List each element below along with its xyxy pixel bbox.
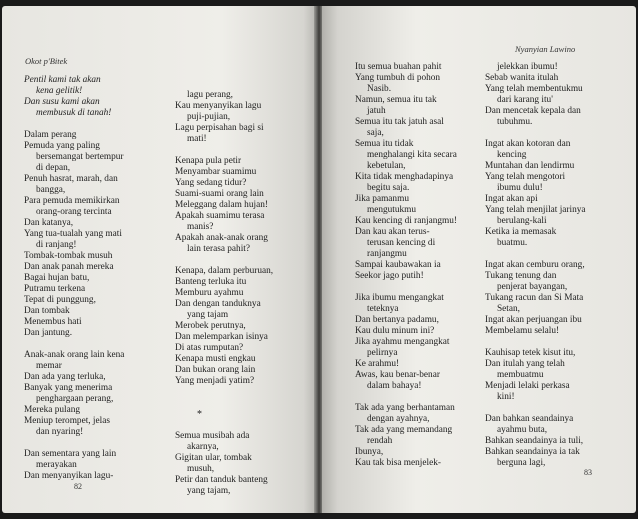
poem-line: Banyak yang menerima xyxy=(24,383,113,393)
poem-line: Kau kencing di ranjangmu! xyxy=(355,216,457,226)
poem-line: manis? xyxy=(187,222,214,232)
stanza-break xyxy=(24,339,124,350)
poem-line: pelirnya xyxy=(367,348,398,358)
poem-line: dan nyaring! xyxy=(36,427,84,437)
poem-line: Ingat akan kotoran dan xyxy=(485,139,571,149)
stanza-break xyxy=(175,398,273,409)
poem-line: Kenapa, dalam perburuan, xyxy=(175,266,274,276)
poem-line: ibumu dulu! xyxy=(497,183,543,193)
stanza-break xyxy=(485,128,586,139)
poem-line: Dan bertanya padamu, xyxy=(355,315,439,325)
poem-line: Suami-suami orang lain xyxy=(175,189,264,199)
poem-line: Dan bukan orang lain xyxy=(175,365,256,375)
poem-line: Dan katanya, xyxy=(24,218,74,228)
poem-line: Meniup terompet, jelas xyxy=(24,416,110,426)
poem-line: Bahkan seandainya ia tak xyxy=(485,447,580,457)
poem-line: saja, xyxy=(367,128,384,138)
poem-line: Tak ada yang berhantaman xyxy=(355,403,455,413)
poem-line: Yang sedang tidur? xyxy=(175,178,247,188)
poem-line: Nasib. xyxy=(367,84,392,94)
poem-line: Muntahan dan lendirmu xyxy=(485,161,575,171)
poem-line: Meleggang dalam hujan! xyxy=(175,200,268,210)
poem-line: Apakah anak-anak orang xyxy=(175,233,268,243)
poem-line: musuh, xyxy=(187,464,215,474)
poem-line: Menembus hati xyxy=(24,317,82,327)
poem-line: Ingat akan cemburu orang, xyxy=(485,260,585,270)
poem-line: tubuhmu. xyxy=(497,117,533,127)
right-page xyxy=(322,6,636,513)
poem-line: Memburu ayahmu xyxy=(175,288,244,298)
poem-line: kebetulan, xyxy=(367,161,406,171)
poem-line: Tombak-tombak musuh xyxy=(24,251,113,261)
poem-line: Tukang racun dan Si Mata xyxy=(485,293,584,303)
poem-line: yang tajam, xyxy=(187,486,231,496)
poem-column xyxy=(485,62,586,469)
poem-line: Membelamu selalu! xyxy=(485,326,560,336)
poem-line: berulang-kali xyxy=(497,216,547,226)
poem-line: Tukang tenung dan xyxy=(485,271,557,281)
poem-line: Dan susu kami akan xyxy=(24,97,100,107)
poem-line: rendah xyxy=(367,436,393,446)
poem-line: membuatmu xyxy=(497,370,544,380)
poem-line: Dalam perang xyxy=(24,130,77,140)
poem-line: akarnya, xyxy=(187,442,219,452)
poem-line: Ketika ia memasak xyxy=(485,227,557,237)
poem-line: di ranjang! xyxy=(36,240,77,250)
poem-line: Ingat akan perjuangan ibu xyxy=(485,315,582,325)
poem-line: Kau menyanyikan lagu xyxy=(175,101,262,111)
poem-line: Merobek perutnya, xyxy=(175,321,246,331)
poem-line: Dan bahkan seandainya xyxy=(485,414,574,424)
poem-line: Penuh hasrat, marah, dan xyxy=(24,174,118,184)
poem-line: penjerat bayangan, xyxy=(497,282,568,292)
poem-line: lain terasa pahit? xyxy=(187,244,250,254)
poem-line: jelekkan ibumu! xyxy=(497,62,558,72)
poem-line: Yang telah mengotori xyxy=(485,172,566,182)
poem-line: Petir dan tanduk banteng xyxy=(175,475,268,485)
poem-line: buatmu. xyxy=(497,238,528,248)
poem-line: Kau tak bisa menjelek- xyxy=(355,458,441,468)
poem-line: Yang telah menjilat jarinya xyxy=(485,205,586,215)
page-number: 83 xyxy=(584,468,592,477)
poem-line: kini! xyxy=(497,392,515,402)
poem-line: Dan mencetak kepala dan xyxy=(485,106,581,116)
poem-line: Dan anak panah mereka xyxy=(24,262,114,272)
stanza-break xyxy=(175,420,273,431)
poem-line: Anak-anak orang lain kena xyxy=(24,350,125,360)
poem-line: Dan melemparkan isinya xyxy=(175,332,268,342)
poem-line: penghargaan perang, xyxy=(36,394,114,404)
stanza-break xyxy=(355,392,457,403)
poem-line: Yang telah membentukmu xyxy=(485,84,583,94)
poem-line: ranjangmu xyxy=(367,249,407,259)
poem-line: Kauhisap tetek kisut itu, xyxy=(485,348,576,358)
poem-line: terusan kencing di xyxy=(367,238,436,248)
poem-line: dalam bahaya! xyxy=(367,381,422,391)
stanza-break xyxy=(485,337,586,348)
poem-line: Namun, semua itu tak xyxy=(355,95,437,105)
poem-column xyxy=(355,62,457,469)
poem-line: Awas, kau benar-benar xyxy=(355,370,440,380)
stanza-break xyxy=(355,282,457,293)
poem-line: Dan tombak xyxy=(24,306,70,316)
poem-line: Dan ada yang terluka, xyxy=(24,372,106,382)
poem-column xyxy=(175,90,273,497)
poem-line: Yang tua-tualah yang mati xyxy=(24,229,122,239)
poem-line: Yang tumbuh di pohon xyxy=(355,73,441,83)
poem-line: Putramu terkena xyxy=(24,284,86,294)
poem-line: menghalangi kita secara xyxy=(367,150,457,160)
poem-line: dengan ayahnya, xyxy=(367,414,430,424)
stanza-break xyxy=(485,249,586,260)
stanza-break xyxy=(175,387,273,398)
poem-line: Jika ibumu mengangkat xyxy=(355,293,444,303)
poem-line: Menjadi lelaki perkasa xyxy=(485,381,570,391)
poem-line: bangga, xyxy=(36,185,66,195)
poem-line: puji-pujian, xyxy=(187,112,231,122)
poem-line: mati! xyxy=(187,134,207,144)
poem-line: Bagai hujan batu, xyxy=(24,273,90,283)
poem-line: Dan sementara yang lain xyxy=(24,449,117,459)
poem-line: Bahkan seandainya ia tuli, xyxy=(485,436,584,446)
stanza-break xyxy=(175,255,273,266)
poem-line: Mereka pulang xyxy=(24,405,81,415)
poem-column xyxy=(24,75,124,482)
poem-line: Tepat di punggung, xyxy=(24,295,96,305)
poem-line: kena gelitik! xyxy=(36,86,83,96)
poem-line: Lagu perpisahan bagi si xyxy=(175,123,264,133)
poem-line: Menyambar suamimu xyxy=(175,167,257,177)
poem-line: orang-orang tercinta xyxy=(36,207,112,217)
poem-line: Setan, xyxy=(497,304,520,314)
poem-line: memar xyxy=(36,361,62,371)
poem-line: di depan, xyxy=(36,163,71,173)
stanza-break xyxy=(24,438,124,449)
poem-line: Pemuda yang paling xyxy=(24,141,100,151)
poem-line: Banteng terluka itu xyxy=(175,277,247,287)
poem-line: Seekor jago putih! xyxy=(355,271,424,281)
poem-line: Dan dengan tanduknya xyxy=(175,299,261,309)
poem-line: mengutukmu xyxy=(367,205,417,215)
poem-line: Tak ada yang memandang xyxy=(355,425,453,435)
poem-line: Ibunya, xyxy=(355,447,384,457)
poem-line: Kenapa musti engkau xyxy=(175,354,256,364)
poem-line: Dan kau akan terus- xyxy=(355,227,430,237)
poem-line: Kau dulu minum ini? xyxy=(355,326,435,336)
poem-line: teteknya xyxy=(367,304,399,314)
poem-line: dari karang itu' xyxy=(497,95,553,105)
poem-line: Gigitan ular, tombak xyxy=(175,453,252,463)
poem-line: begitu saja. xyxy=(367,183,410,193)
poem-line: Ke arahmu! xyxy=(355,359,400,369)
poem-line: Sebab wanita itulah xyxy=(485,73,559,83)
poem-line: Dan itulah yang telah xyxy=(485,359,565,369)
poem-line: lagu perang, xyxy=(187,90,233,100)
poem-line: Kita tidak menghadapinya xyxy=(355,172,454,182)
book-spread xyxy=(2,0,636,519)
poem-line: Kenapa pula petir xyxy=(175,156,242,166)
page-number: 82 xyxy=(74,482,82,491)
poem-line: Jika pamanmu xyxy=(355,194,409,204)
poem-line: yang tajam xyxy=(187,310,229,320)
poem-line: membusuk di tanah! xyxy=(36,108,112,118)
poem-line: Para pemuda memikirkan xyxy=(24,196,120,206)
page-header: Okot p'Bitek xyxy=(25,56,68,66)
poem-line: Yang menjadi yatim? xyxy=(175,376,255,386)
poem-line: merayakan xyxy=(36,460,77,470)
poem-line: Dan jantung. xyxy=(24,328,73,338)
poem-line: Ingat akan api xyxy=(485,194,538,204)
poem-line: Apakah suamimu terasa xyxy=(175,211,265,221)
page-header: Nyanyian Lawino xyxy=(515,44,576,54)
poem-line: Sampai kaubawakan ia xyxy=(355,260,441,270)
poem-line: kencing xyxy=(497,150,527,160)
poem-line: Semua itu tidak xyxy=(355,139,414,149)
poem-line: Dan menyanyikan lagu- xyxy=(24,471,114,481)
stanza-break xyxy=(24,119,124,130)
poem-line: Di atas rumputan? xyxy=(175,343,244,353)
poem-line: Semua musibah ada xyxy=(175,431,250,441)
poem-line: Pentil kami tak akan xyxy=(24,75,101,85)
left-page xyxy=(2,6,316,513)
poem-line: bersemangat bertempur xyxy=(36,152,124,162)
poem-line: * xyxy=(197,409,202,420)
poem-line: berguna lagi, xyxy=(497,458,546,468)
stanza-break xyxy=(175,145,273,156)
poem-line: Itu semua buahan pahit xyxy=(355,62,442,72)
poem-line: Semua itu tak jatuh asal xyxy=(355,117,444,127)
poem-line: ayahmu buta, xyxy=(497,425,548,435)
poem-line: jatuh xyxy=(367,106,386,116)
stanza-break xyxy=(485,403,586,414)
poem-line: Jika ayahmu mengangkat xyxy=(355,337,450,347)
